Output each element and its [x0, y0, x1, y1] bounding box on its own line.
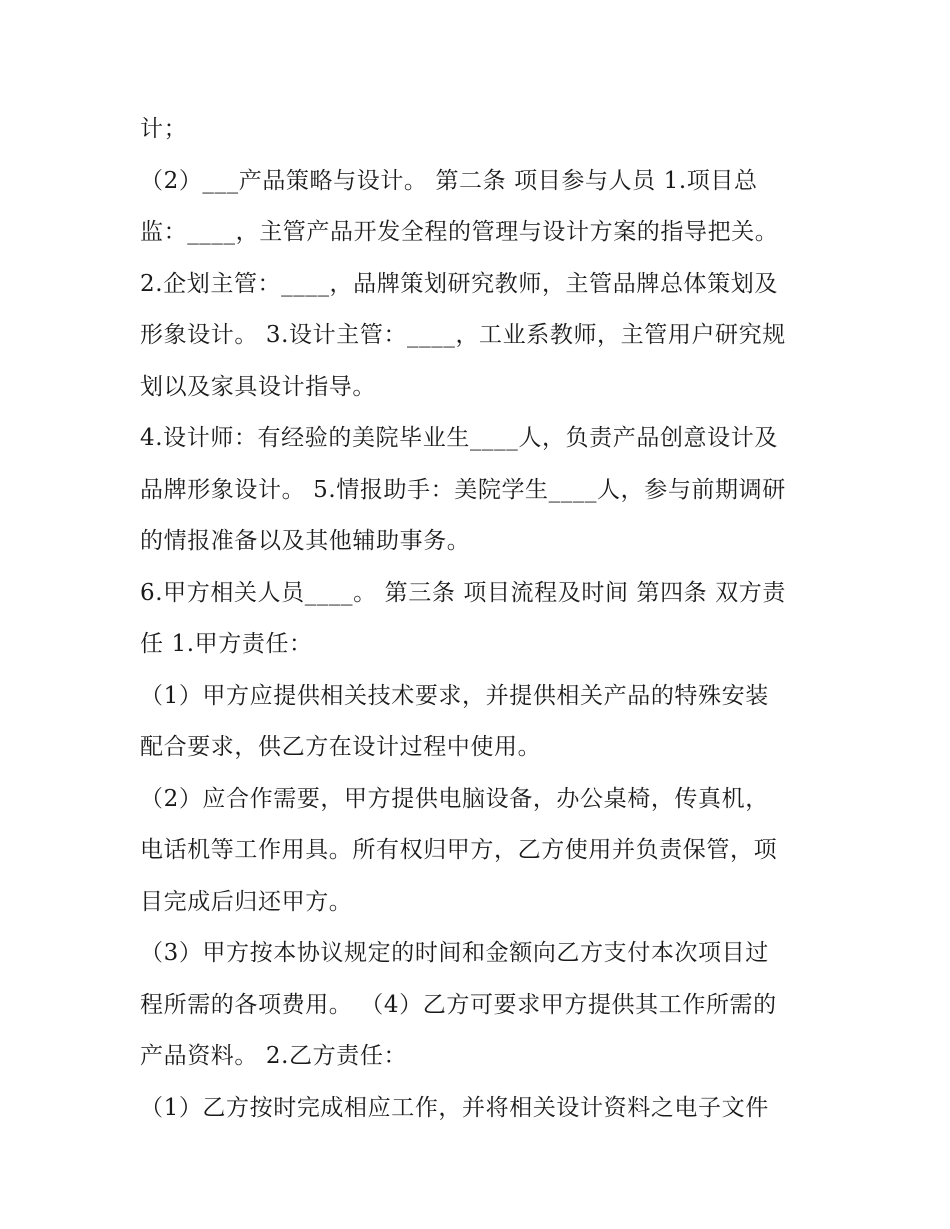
text-line: 6.甲方相关人员____。 第三条 项目流程及时间 第四条 双方责 [140, 579, 786, 606]
text-line: 品牌形象设计。 5.情报助手：美院学生____人，参与前期调研 [140, 476, 786, 503]
text-line: 产品资料。 2.乙方责任： [140, 1043, 408, 1069]
text-line: （3）甲方按本协议规定的时间和金额向乙方支付本次项目过 [140, 940, 769, 966]
text-line: （2）___产品策略与设计。 第二条 项目参与人员 1.项目总 [140, 167, 758, 194]
text-line: 电话机等工作用具。所有权归甲方，乙方使用并负责保管，项 [140, 837, 778, 863]
text-line: 配合要求，供乙方在设计过程中使用。 [140, 734, 542, 760]
text-line: 划以及家具设计指导。 [140, 373, 376, 400]
text-line: 计； [140, 116, 188, 142]
text-line: 的情报准备以及其他辅助事务。 [140, 528, 471, 554]
text-line: （2）应合作需要，甲方提供电脑设备，办公桌椅，传真机， [140, 785, 769, 812]
text-line: 形象设计。 3.设计主管：____，工业系教师，主管用户研究规 [140, 322, 786, 348]
text-line: 目完成后归还甲方。 [140, 888, 353, 915]
text-line: （1）乙方按时完成相应工作，并将相关设计资料之电子文件 [140, 1094, 769, 1121]
document-body [140, 104, 830, 1134]
text-line: 4.设计师：有经验的美院毕业生____人，负责产品创意设计及 [140, 425, 778, 451]
text-line: 监：____，主管产品开发全程的管理与设计方案的指导把关。 [140, 219, 779, 245]
text-line: 程所需的各项费用。 （4）乙方可要求甲方提供其工作所需的 [140, 991, 777, 1018]
text-line: 2.企划主管：____，品牌策划研究教师，主管品牌总体策划及 [140, 270, 778, 297]
text-line: 任 1.甲方责任： [140, 631, 313, 657]
text-line: （1）甲方应提供相关技术要求，并提供相关产品的特殊安装 [140, 682, 769, 709]
